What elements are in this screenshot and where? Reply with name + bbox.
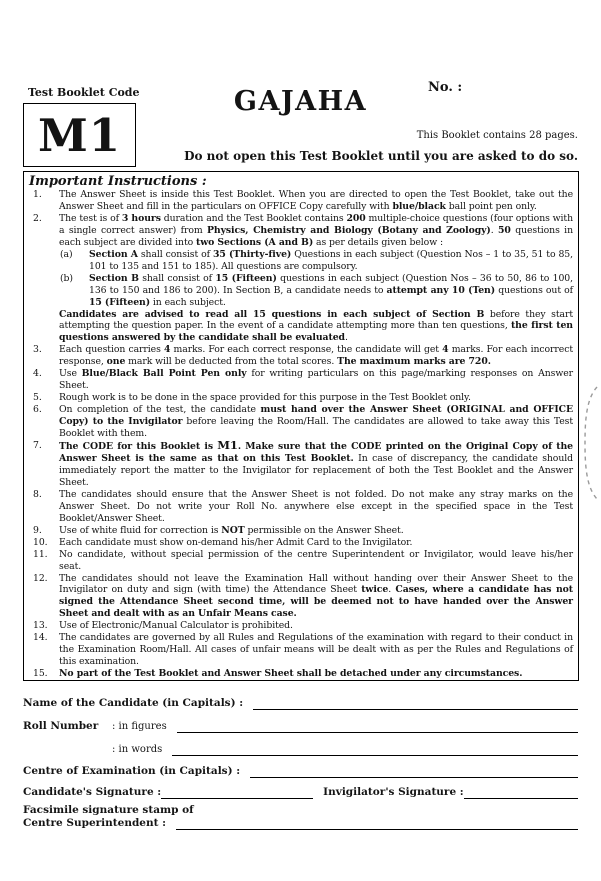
- instruction-text: Use of Electronic/Manual Calculator is prohibited.: [59, 620, 293, 632]
- instruction-item: [29, 573, 573, 621]
- instruction-item: [29, 189, 573, 213]
- instruction-item: [29, 680, 573, 681]
- number-label: No. :: [428, 80, 463, 95]
- instruction-item: [29, 309, 573, 345]
- page-title: GAJAHA: [233, 86, 368, 117]
- instruction-text: [59, 680, 573, 681]
- facsimile-field-line: [176, 818, 578, 830]
- instruction-number: 10.: [33, 536, 48, 548]
- instruction-number: 6.: [33, 404, 42, 416]
- candidate-signature-label: Candidate's Signature :: [23, 786, 162, 798]
- instructions-heading: Important Instructions :: [29, 174, 207, 189]
- instruction-text: Use Blue/Black Ball Point Pen only for writing particulars on this page/marking responses on Answer Sheet.: [59, 368, 574, 392]
- invigilator-signature-field-line: [464, 787, 578, 799]
- instruction-text: No candidate, without special permission of the centre Superintendent or Invigilator, would leave his/her seat.: [59, 548, 573, 572]
- in-figures-label: : in figures: [112, 721, 167, 732]
- instruction-item: [29, 668, 573, 680]
- signatures-row: [23, 786, 578, 799]
- centre-label: Centre of Examination (in Capitals) :: [23, 765, 241, 777]
- instruction-text: The test is of 3 hours duration and the Test Booklet contains 200 multiple-choice questions (four options with a single correct answer) from Physics, Chemistry and Biology (Botany and Zoology). 50 questions in each subject are divided into two Sections (A and B) as per details given below :: [59, 212, 574, 248]
- instruction-text: Candidates are advised to read all 15 questions in each subject of Section B before they start attempting the question paper. In the event of a candidate attempting more than ten questions, the first ten questions answered by the candidate shall be evaluated.: [59, 308, 573, 344]
- roll-number-words-row: [23, 743, 578, 756]
- instruction-number: 3.: [33, 344, 42, 356]
- instruction-text: The Answer Sheet is inside this Test Booklet. When you are directed to open the Test Booklet, take out the Answer Sheet and fill in the particulars on OFFICE Copy carefully with blue/black ball point pen only.: [59, 189, 573, 212]
- instruction-number: 13.: [33, 620, 48, 632]
- instruction-item: [29, 249, 573, 273]
- invigilator-signature-label: Invigilator's Signature :: [323, 786, 464, 798]
- instruction-number: 11.: [33, 548, 48, 560]
- instruction-item: [29, 344, 573, 368]
- candidate-name-label: Name of the Candidate (in Capitals) :: [23, 697, 244, 709]
- instruction-item: [29, 489, 573, 525]
- instruction-item: [29, 213, 573, 249]
- pages-note: This Booklet contains 28 pages.: [416, 130, 578, 141]
- instruction-number: [29, 309, 59, 345]
- centre-row: [23, 765, 578, 778]
- roll-words-field-line: [172, 744, 578, 756]
- instruction-number: 7.: [33, 440, 42, 452]
- instruction-text: The candidates should not leave the Examination Hall without handing over their Answer Sheet to the Invigilator on duty and sign (with time) the Attendance Sheet twice. Cases, where a candidate has not signed the Attendance Sheet second time, will be deemed not to have handed over the Answer Sheet and dealt with as an Unfair Means case.: [59, 572, 573, 620]
- instructions-box: [23, 171, 579, 681]
- instruction-number: 14.: [33, 632, 48, 644]
- facsimile-block: [23, 804, 578, 830]
- binding-fold-mark: [578, 384, 600, 502]
- instruction-text: The CODE for this Booklet is M1. Make sure that the CODE printed on the Original Copy of the Answer Sheet is the same as that on this Test Booklet. In case of discrepancy, the candidate should immediately report the matter to the Invigilator for replacement of both the Test Booklet and the Answer Sheet.: [59, 438, 574, 488]
- instruction-item: [29, 273, 573, 309]
- candidate-name-row: [23, 697, 578, 710]
- instruction-number: (b): [60, 272, 73, 284]
- instruction-text: Section A shall consist of 35 (Thirty-five) Questions in each subject (Question Nos – 1 to 35, 51 to 85, 101 to 135 and 151 to 185). All questions are compulsory.: [89, 248, 573, 272]
- instruction-number: [29, 680, 59, 681]
- instruction-item: [29, 632, 573, 668]
- instruction-text: The candidates should ensure that the Answer Sheet is not folded. Do not make any stray marks on the Answer Sheet. Do not write your Roll No. anywhere else except in the specified space in the Test Booklet/Answer Sheet.: [59, 488, 573, 524]
- instruction-item: [29, 620, 573, 632]
- instruction-number: 2.: [33, 212, 42, 224]
- instruction-item: [29, 368, 573, 392]
- roll-number-figures-row: [23, 720, 578, 733]
- instruction-number: 9.: [33, 524, 42, 536]
- instruction-text: Section B shall consist of 15 (Fifteen) questions in each subject (Question Nos – 36 to 50, 86 to 100, 136 to 150 and 186 to 200). In Section B, a candidate needs to attempt any 10 (Ten) questions out of 15 (Fifteen) in each subject.: [89, 272, 573, 308]
- instructions-list: [29, 189, 573, 681]
- instruction-text: The candidates are governed by all Rules and Regulations of the examination with regard to their conduct in the Examination Room/Hall. All cases of unfair means will be dealt with as per the Rules and Regulations of this examination.: [59, 632, 573, 668]
- candidate-name-field-line: [253, 698, 578, 710]
- instruction-text: Each question carries 4 marks. For each correct response, the candidate will get 4 marks. For each incorrect response, one mark will be deducted from the total scores. The maximum marks are 720.: [59, 344, 573, 368]
- instruction-item: [29, 549, 573, 573]
- roll-number-label: Roll Number: [23, 720, 99, 732]
- instruction-number: 5.: [33, 392, 42, 404]
- instruction-item: [29, 525, 573, 537]
- instruction-number: 4.: [33, 368, 42, 380]
- booklet-code-label: Test Booklet Code: [28, 86, 140, 99]
- instruction-number: 1.: [33, 189, 42, 200]
- instruction-item: [29, 440, 573, 489]
- facsimile-label-line2: Centre Superintendent :: [23, 817, 166, 829]
- do-not-open-warning: Do not open this Test Booklet until you are asked to do so.: [184, 149, 578, 163]
- booklet-code-box: [23, 103, 136, 167]
- candidate-signature-field-line: [161, 787, 313, 799]
- centre-field-line: [250, 766, 578, 778]
- instruction-number: 15.: [33, 668, 48, 680]
- instruction-item: [29, 392, 573, 404]
- instruction-text: Use of white fluid for correction is NOT permissible on the Answer Sheet.: [59, 524, 404, 536]
- instruction-text: Rough work is to be done in the space provided for this purpose in the Test Booklet only.: [59, 392, 471, 404]
- instruction-number: (a): [60, 248, 73, 260]
- facsimile-label-line1: Facsimile signature stamp of: [23, 804, 194, 816]
- instruction-number: 12.: [33, 572, 48, 584]
- instruction-number: 8.: [33, 488, 42, 500]
- roll-figures-field-line: [177, 721, 578, 733]
- in-words-label: : in words: [112, 744, 163, 755]
- instruction-item: [29, 537, 573, 549]
- instruction-text: On completion of the test, the candidate must hand over the Answer Sheet (ORIGINAL and OFFICE Copy) to the Invigilator before leaving the Room/Hall. The candidates are allowed to take away this Test Booklet with them.: [59, 404, 573, 440]
- instruction-item: [29, 404, 573, 440]
- instruction-text: Each candidate must show on-demand his/her Admit Card to the Invigilator.: [59, 536, 413, 548]
- instruction-text: No part of the Test Booklet and Answer Sheet shall be detached under any circumstances.: [59, 668, 523, 680]
- booklet-code-value: M1: [37, 108, 122, 162]
